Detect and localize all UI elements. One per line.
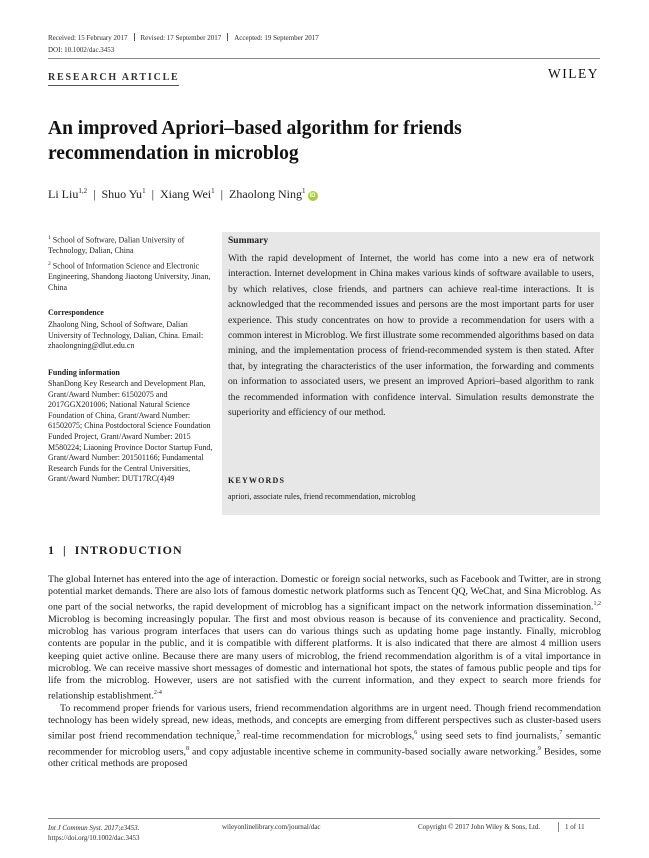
author-separator: | (151, 187, 154, 201)
footer-rule (48, 818, 600, 819)
paragraph: To recommend proper friends for various users, friend recommendation algorithms are in urgent need. Though friend recommendation technology has been widely spread, new ideas, methods, and concepts are emerging from different perspectives such as cluster-based users similar post friend recommendation technique,$^5$ real-time recommendation for microblogs,$^6$ using seed sets to find journalists,$^7$ semantic recommender for microblog users,$^8$ and copy adjustable incentive scheme in community-based socially aware networking.$^9$ Besides, some other critical methods are proposed (48, 702, 601, 770)
divider (227, 33, 228, 41)
citation[interactable]: 7 (559, 730, 563, 737)
citation[interactable]: 1,2 (593, 601, 601, 608)
paragraph: The global Internet has entered into the age of interaction. Domestic or foreign social networks, such as Facebook and Twitter, are in strong potential market demands. There are also lots of famous domestic network platforms such as Tencent QQ, WeChat, and Sina Microblog. As one part of the social networks, the rapid development of microblog has a significant impact on the network information dissemination.$^{1,2}$ Microblog is becoming increasingly popular. The first and most obvious reason is because of its convenience and practicality. Second, microblog has various program interfaces that users can do various things such as updating home page instantly. Finally, microblog contents are popular in the public, and it is compatible with different platforms. It is also indicated that there are almost 4 million users keeping quiet active online. Because there are many users of microblog, the friend recommendation algorithm is of a vital importance in microblog. We can receive massive short messages of domestic and international hot spots, the states of famous public people and tips for life from the microblog. However, users are not satisfied with the current information, and they expect to search more friends for relationship establishment.$^{2-4}$ (48, 574, 601, 702)
citation[interactable]: 6 (414, 730, 418, 737)
journal-site-link[interactable]: wileyonlinelibrary.com/journal/dac (222, 823, 321, 831)
introduction-body (48, 574, 601, 770)
funding-text: ShanDong Key Research and Development Plan, Grant/Award Number: 61502075 and 2017GGX201006; National Natural Science Foundation of China, Grant/Award Number: 61502075; China Postdoctoral Science Foundation Funded Project, Grant/Award Number: 2015 M580224; Liaoning Province Doctor Startup Fund, Grant/Award Number: 201501166; Fundamental Research Funds for the Central Universities, Grant/Award Number: DUT17RC(4)49 (48, 379, 213, 484)
citation[interactable]: 8 (186, 745, 190, 752)
citation[interactable]: 9 (538, 745, 542, 752)
footer-divider (558, 822, 559, 832)
correspondence-heading: Correspondence (48, 308, 104, 317)
author-list (48, 187, 318, 202)
doi[interactable]: DOI: 10.1002/dac.3453 (48, 46, 115, 54)
author-separator: | (220, 187, 224, 201)
correspondence-text: Zhaolong Ning, School of Software, Dalian University of Technology, Dalian, China. Email: zhaolongning@dlut.edu.cn (48, 320, 204, 351)
affiliation: $^2$ School of Information Science and Electronic Engineering, Shandong Jiaotong University, Jinan, China (48, 261, 211, 292)
orcid-icon[interactable]: iD (309, 193, 316, 199)
article-type: RESEARCH ARTICLE (48, 72, 180, 83)
citation[interactable]: 5 (236, 730, 240, 737)
author[interactable]: Shuo Yu$^1$ (101, 187, 146, 201)
doi-link[interactable]: https://doi.org/10.1002/dac.3453 (48, 834, 140, 842)
affiliation: $^1$ School of Software, Dalian University of Technology, Dalian, China (48, 235, 185, 256)
summary-text: With the rapid development of Internet, the world has come into a new era of network interaction. Internet development in China makes various kinds of software available to users, by which relatives, close friends, and partners can achieve real-time interactions. It is acknowledged that the recommended issues and persons are the most important parts for user experience. This study concentrates on how to provide a recommendation for users with a common interest in Microblog. We first illustrate some recommended algorithms based on data mining, and the implementation process of friend-recommended system is then stated. After that, by integrating the characteristics of the user information, the forwarding and comments on information to associated users, we present an improved Apriori–based algorithm to rank the recommended information with confidence interval. Simulation results demonstrate the superiority and efficiency of our method. (228, 253, 594, 419)
article-dates (48, 33, 319, 42)
page-number: 1 of 11 (565, 823, 585, 831)
revised-date: Revised: 17 September 2017 (140, 34, 222, 42)
paper-title: An improved Apriori–based algorithm for friends recommendation in microblog (48, 118, 462, 164)
publisher-logo: WILEY (548, 66, 599, 81)
summary-heading: Summary (228, 236, 269, 246)
article-type-underline (48, 85, 179, 86)
keywords-heading: KEYWORDS (228, 476, 286, 485)
author[interactable]: Zhaolong Ning$^1$ (229, 187, 306, 201)
received-date: Received: 15 February 2017 (48, 34, 128, 42)
funding-heading: Funding information (48, 368, 120, 377)
divider (134, 33, 135, 41)
author[interactable]: Xiang Wei$^1$ (159, 187, 215, 201)
copyright: Copyright © 2017 John Wiley & Sons, Ltd. (418, 823, 541, 831)
author[interactable]: Li Liu$^{1,2}$ (48, 187, 88, 201)
section-heading: 1 | INTRODUCTION (48, 543, 183, 557)
keywords-list: apriori, associate rules, friend recommendation, microblog (228, 492, 416, 501)
accepted-date: Accepted: 19 September 2017 (234, 34, 319, 42)
journal-citation: Int J Commun Syst. 2017;e3453. https://doi.org/10.1002/dac.3453 (48, 824, 140, 842)
header-rule (48, 58, 600, 59)
author-separator: | (93, 187, 96, 201)
citation[interactable]: 2-4 (153, 690, 162, 697)
